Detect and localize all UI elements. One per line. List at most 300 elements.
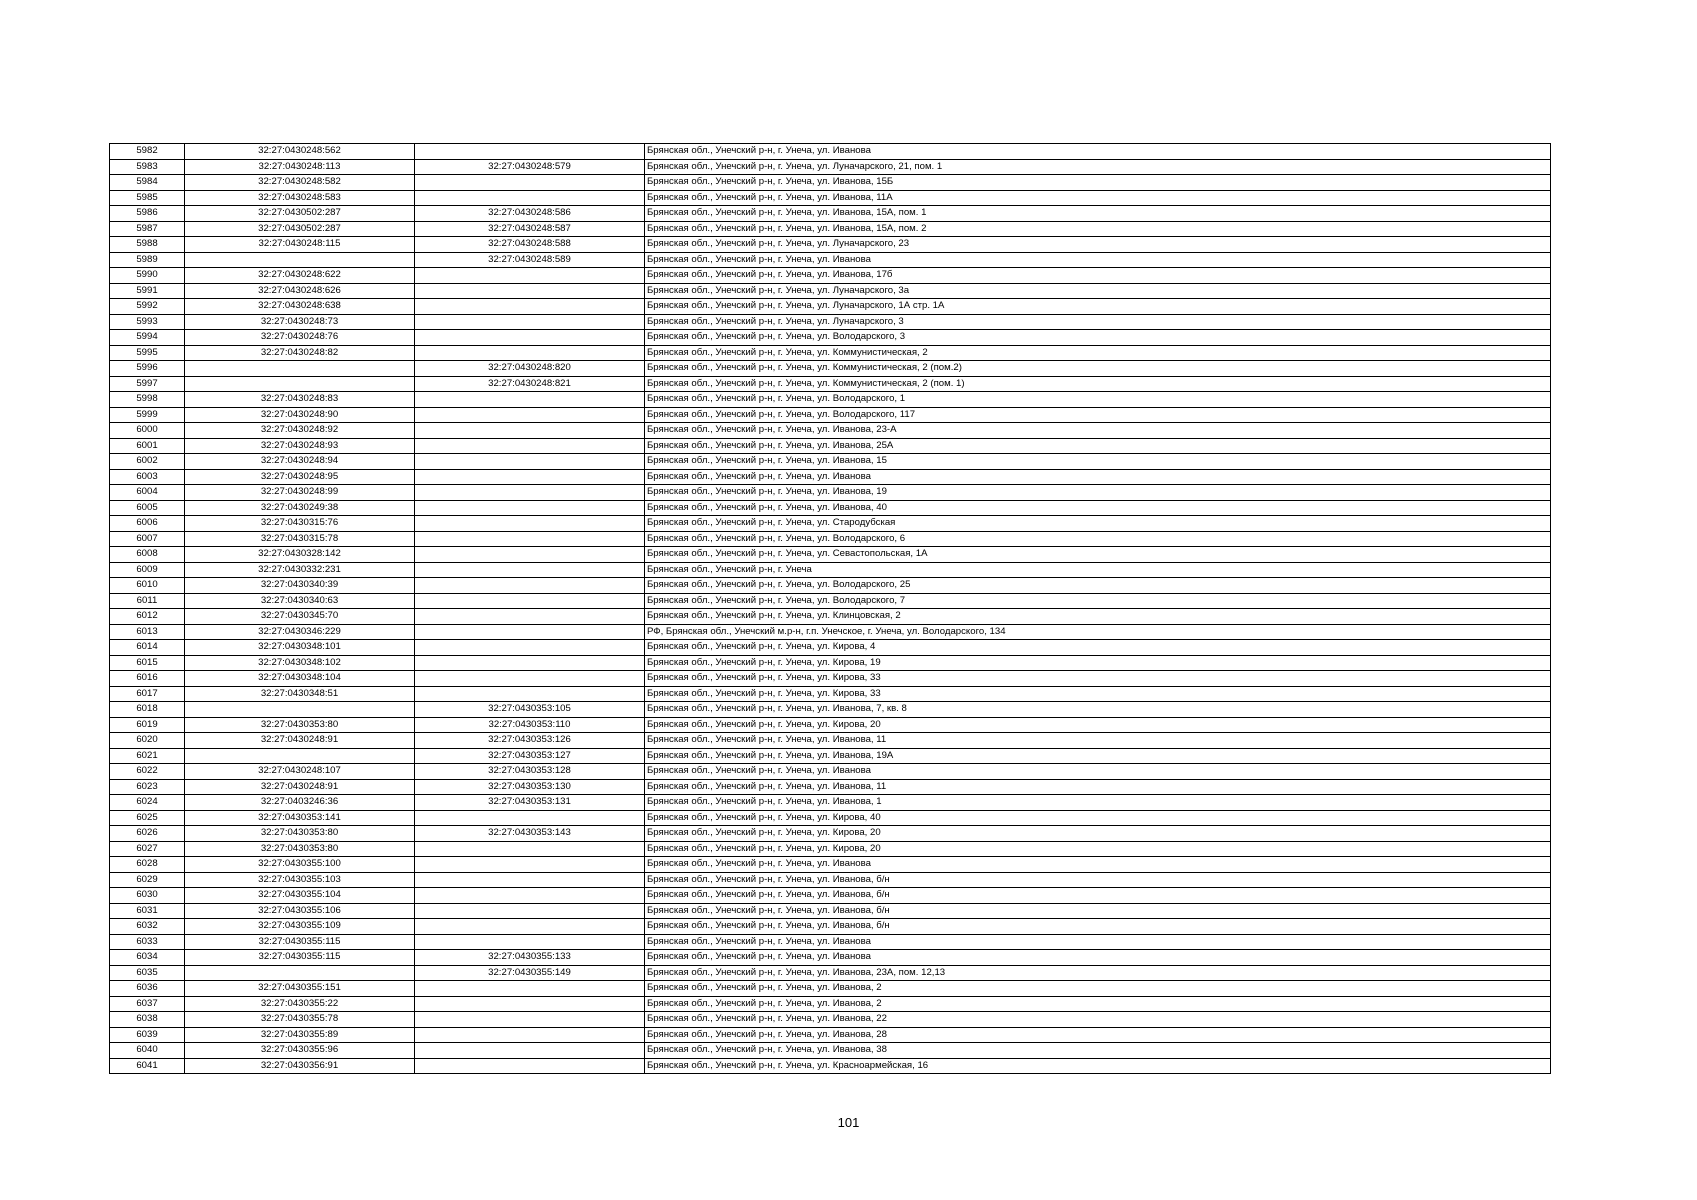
cadastral-number-cell: 32:27:0430248:83 [185,392,415,408]
related-cadastral-number-cell: 32:27:0430353:131 [415,795,645,811]
cadastral-number-cell: 32:27:0430248:115 [185,237,415,253]
address-cell: Брянская обл., Унечский р-н, г. Унеча, ул. Иванова, 15А, пом. 2 [645,221,1551,237]
row-number-cell: 6006 [110,516,185,532]
address-cell: Брянская обл., Унечский р-н, г. Унеча, ул. Володарского, 1 [645,392,1551,408]
row-number-cell: 6002 [110,454,185,470]
row-number-cell: 6010 [110,578,185,594]
cadastral-number-cell: 32:27:0430248:90 [185,407,415,423]
table-row [110,578,1551,594]
cadastral-number-cell: 32:27:0430355:109 [185,919,415,935]
table-row [110,702,1551,718]
row-number-cell: 6040 [110,1043,185,1059]
table-row [110,190,1551,206]
row-number-cell: 5988 [110,237,185,253]
cadastral-number-cell: 32:27:0430348:51 [185,686,415,702]
address-cell: Брянская обл., Унечский р-н, г. Унеча, ул. Кирова, 19 [645,655,1551,671]
address-cell: Брянская обл., Унечский р-н, г. Унеча, ул. Стародубская [645,516,1551,532]
cadastral-number-cell: 32:27:0430340:39 [185,578,415,594]
address-cell: Брянская обл., Унечский р-н, г. Унеча, ул. Иванова, 40 [645,500,1551,516]
cadastral-number-cell: 32:27:0430248:93 [185,438,415,454]
cadastral-number-cell: 32:27:0430355:115 [185,934,415,950]
cadastral-number-cell [185,702,415,718]
table-row [110,841,1551,857]
related-cadastral-number-cell [415,857,645,873]
address-cell: Брянская обл., Унечский р-н, г. Унеча, ул. Володарского, 3 [645,330,1551,346]
row-number-cell: 6018 [110,702,185,718]
table-row [110,717,1551,733]
row-number-cell: 6005 [110,500,185,516]
row-number-cell: 6032 [110,919,185,935]
row-number-cell: 6015 [110,655,185,671]
address-cell: Брянская обл., Унечский р-н, г. Унеча, ул. Иванова, 28 [645,1027,1551,1043]
cadastral-number-cell [185,965,415,981]
address-cell: Брянская обл., Унечский р-н, г. Унеча, ул. Иванова [645,764,1551,780]
related-cadastral-number-cell [415,888,645,904]
related-cadastral-number-cell [415,655,645,671]
table-row [110,454,1551,470]
row-number-cell: 6013 [110,624,185,640]
row-number-cell: 6025 [110,810,185,826]
cadastral-number-cell: 32:27:0430355:115 [185,950,415,966]
related-cadastral-number-cell [415,314,645,330]
related-cadastral-number-cell: 32:27:0430248:821 [415,376,645,392]
address-cell: РФ, Брянская обл., Унечский м.р-н, г.п. Унечское, г. Унеча, ул. Володарского, 134 [645,624,1551,640]
page-number: 101 [837,1115,860,1130]
cadastral-number-cell: 32:27:0430353:80 [185,717,415,733]
address-cell: Брянская обл., Унечский р-н, г. Унеча, ул. Иванова, 23А, пом. 12,13 [645,965,1551,981]
related-cadastral-number-cell [415,454,645,470]
related-cadastral-number-cell: 32:27:0430353:130 [415,779,645,795]
address-cell: Брянская обл., Унечский р-н, г. Унеча, ул. Иванова, 7, кв. 8 [645,702,1551,718]
address-cell: Брянская обл., Унечский р-н, г. Унеча, ул. Луначарского, 3а [645,283,1551,299]
related-cadastral-number-cell: 32:27:0430355:149 [415,965,645,981]
table-row [110,1058,1551,1074]
table-row [110,407,1551,423]
related-cadastral-number-cell [415,283,645,299]
address-cell: Брянская обл., Унечский р-н, г. Унеча, ул. Иванова [645,252,1551,268]
row-number-cell: 5997 [110,376,185,392]
cadastral-number-cell: 32:27:0430353:80 [185,826,415,842]
cadastral-number-cell: 32:27:0430332:231 [185,562,415,578]
table-row [110,981,1551,997]
table-row [110,283,1551,299]
cadastral-number-cell: 32:27:0430355:106 [185,903,415,919]
row-number-cell: 5982 [110,144,185,160]
row-number-cell: 5999 [110,407,185,423]
related-cadastral-number-cell [415,1058,645,1074]
cadastral-number-cell: 32:27:0430248:99 [185,485,415,501]
address-cell: Брянская обл., Унечский р-н, г. Унеча, ул. Иванова [645,144,1551,160]
address-cell: Брянская обл., Унечский р-н, г. Унеча, ул. Кирова, 20 [645,826,1551,842]
related-cadastral-number-cell: 32:27:0430248:820 [415,361,645,377]
related-cadastral-number-cell: 32:27:0430353:143 [415,826,645,842]
cadastral-number-cell: 32:27:0430346:229 [185,624,415,640]
related-cadastral-number-cell: 32:27:0430248:588 [415,237,645,253]
related-cadastral-number-cell: 32:27:0430353:126 [415,733,645,749]
related-cadastral-number-cell [415,1043,645,1059]
related-cadastral-number-cell [415,981,645,997]
address-cell: Брянская обл., Унечский р-н, г. Унеча, ул. Иванова, 11 [645,779,1551,795]
row-number-cell: 6012 [110,609,185,625]
table-row [110,934,1551,950]
cadastral-number-cell: 32:27:0430348:104 [185,671,415,687]
table-row [110,299,1551,315]
address-cell: Брянская обл., Унечский р-н, г. Унеча, ул. Иванова, 25А [645,438,1551,454]
cadastral-number-cell: 32:27:0430355:78 [185,1012,415,1028]
related-cadastral-number-cell [415,485,645,501]
registry-table [109,143,1551,1074]
row-number-cell: 5996 [110,361,185,377]
related-cadastral-number-cell: 32:27:0430248:579 [415,159,645,175]
cadastral-number-cell: 32:27:0430248:582 [185,175,415,191]
related-cadastral-number-cell [415,190,645,206]
cadastral-number-cell: 32:27:0430345:70 [185,609,415,625]
cadastral-number-cell: 32:27:0430356:91 [185,1058,415,1074]
table-row [110,779,1551,795]
related-cadastral-number-cell [415,392,645,408]
row-number-cell: 6019 [110,717,185,733]
related-cadastral-number-cell [415,547,645,563]
row-number-cell: 6034 [110,950,185,966]
address-cell: Брянская обл., Унечский р-н, г. Унеча, ул. Иванова, 2 [645,996,1551,1012]
address-cell: Брянская обл., Унечский р-н, г. Унеча, ул. Иванова, 2 [645,981,1551,997]
row-number-cell: 6036 [110,981,185,997]
cadastral-number-cell: 32:27:0430353:80 [185,841,415,857]
address-cell: Брянская обл., Унечский р-н, г. Унеча, ул. Севастопольская, 1А [645,547,1551,563]
address-cell: Брянская обл., Унечский р-н, г. Унеча [645,562,1551,578]
table-row [110,671,1551,687]
table-row [110,624,1551,640]
row-number-cell: 5992 [110,299,185,315]
row-number-cell: 6016 [110,671,185,687]
row-number-cell: 5991 [110,283,185,299]
table-row [110,438,1551,454]
row-number-cell: 6027 [110,841,185,857]
table-row [110,516,1551,532]
row-number-cell: 6023 [110,779,185,795]
address-cell: Брянская обл., Унечский р-н, г. Унеча, ул. Кирова, 20 [645,841,1551,857]
related-cadastral-number-cell [415,175,645,191]
table-row [110,500,1551,516]
table-row [110,268,1551,284]
cadastral-number-cell: 32:27:0430248:95 [185,469,415,485]
related-cadastral-number-cell [415,500,645,516]
table-row [110,531,1551,547]
row-number-cell: 6033 [110,934,185,950]
related-cadastral-number-cell: 32:27:0430248:586 [415,206,645,222]
cadastral-number-cell [185,376,415,392]
related-cadastral-number-cell: 32:27:0430353:127 [415,748,645,764]
table-row [110,764,1551,780]
table-row [110,221,1551,237]
cadastral-number-cell: 32:27:0430355:96 [185,1043,415,1059]
related-cadastral-number-cell [415,624,645,640]
table-row [110,1043,1551,1059]
table-row [110,1012,1551,1028]
table-row [110,314,1551,330]
table-row [110,950,1551,966]
cadastral-number-cell: 32:27:0430355:151 [185,981,415,997]
row-number-cell: 6039 [110,1027,185,1043]
table-row [110,237,1551,253]
address-cell: Брянская обл., Унечский р-н, г. Унеча, ул. Володарского, 7 [645,593,1551,609]
row-number-cell: 5994 [110,330,185,346]
table-row [110,919,1551,935]
row-number-cell: 6037 [110,996,185,1012]
registry-table-body [110,144,1551,1074]
related-cadastral-number-cell [415,562,645,578]
row-number-cell: 6011 [110,593,185,609]
related-cadastral-number-cell [415,345,645,361]
address-cell: Брянская обл., Унечский р-н, г. Унеча, ул. Иванова, б/н [645,903,1551,919]
address-cell: Брянская обл., Унечский р-н, г. Унеча, ул. Кирова, 20 [645,717,1551,733]
address-cell: Брянская обл., Унечский р-н, г. Унеча, ул. Иванова, 15А, пом. 1 [645,206,1551,222]
cadastral-number-cell [185,361,415,377]
cadastral-number-cell: 32:27:0430248:76 [185,330,415,346]
address-cell: Брянская обл., Унечский р-н, г. Унеча, ул. Кирова, 40 [645,810,1551,826]
table-row [110,872,1551,888]
table-row [110,733,1551,749]
related-cadastral-number-cell [415,671,645,687]
row-number-cell: 6007 [110,531,185,547]
address-cell: Брянская обл., Унечский р-н, г. Унеча, ул. Володарского, 117 [645,407,1551,423]
table-row [110,826,1551,842]
cadastral-number-cell: 32:27:0430248:562 [185,144,415,160]
related-cadastral-number-cell [415,1012,645,1028]
row-number-cell: 6017 [110,686,185,702]
cadastral-number-cell: 32:27:0430348:101 [185,640,415,656]
related-cadastral-number-cell [415,299,645,315]
cadastral-number-cell: 32:27:0403246:36 [185,795,415,811]
address-cell: Брянская обл., Унечский р-н, г. Унеча, ул. Луначарского, 3 [645,314,1551,330]
address-cell: Брянская обл., Унечский р-н, г. Унеча, ул. Иванова, 22 [645,1012,1551,1028]
address-cell: Брянская обл., Унечский р-н, г. Унеча, ул. Кирова, 4 [645,640,1551,656]
row-number-cell: 6020 [110,733,185,749]
row-number-cell: 6022 [110,764,185,780]
related-cadastral-number-cell [415,423,645,439]
address-cell: Брянская обл., Унечский р-н, г. Унеча, ул. Клинцовская, 2 [645,609,1551,625]
related-cadastral-number-cell [415,609,645,625]
cadastral-number-cell: 32:27:0430355:22 [185,996,415,1012]
related-cadastral-number-cell [415,640,645,656]
related-cadastral-number-cell: 32:27:0430248:587 [415,221,645,237]
address-cell: Брянская обл., Унечский р-н, г. Унеча, ул. Иванова, 19 [645,485,1551,501]
table-row [110,888,1551,904]
table-row [110,996,1551,1012]
cadastral-number-cell: 32:27:0430248:622 [185,268,415,284]
table-row [110,810,1551,826]
cadastral-number-cell: 32:27:0430348:102 [185,655,415,671]
row-number-cell: 6003 [110,469,185,485]
table-row [110,423,1551,439]
related-cadastral-number-cell [415,872,645,888]
address-cell: Брянская обл., Унечский р-н, г. Унеча, ул. Иванова, 11 [645,733,1551,749]
address-cell: Брянская обл., Унечский р-н, г. Унеча, ул. Коммунистическая, 2 (пом. 1) [645,376,1551,392]
row-number-cell: 6035 [110,965,185,981]
related-cadastral-number-cell [415,516,645,532]
cadastral-number-cell: 32:27:0430248:82 [185,345,415,361]
related-cadastral-number-cell [415,996,645,1012]
related-cadastral-number-cell: 32:27:0430353:105 [415,702,645,718]
related-cadastral-number-cell [415,330,645,346]
table-row [110,593,1551,609]
table-row [110,640,1551,656]
table-row [110,686,1551,702]
address-cell: Брянская обл., Унечский р-н, г. Унеча, ул. Володарского, 6 [645,531,1551,547]
cadastral-number-cell: 32:27:0430248:626 [185,283,415,299]
row-number-cell: 5986 [110,206,185,222]
table-row [110,144,1551,160]
address-cell: Брянская обл., Унечский р-н, г. Унеча, ул. Кирова, 33 [645,671,1551,687]
row-number-cell: 6008 [110,547,185,563]
related-cadastral-number-cell [415,810,645,826]
cadastral-number-cell: 32:27:0430353:141 [185,810,415,826]
row-number-cell: 6029 [110,872,185,888]
cadastral-number-cell [185,252,415,268]
cadastral-number-cell: 32:27:0430248:107 [185,764,415,780]
row-number-cell: 6038 [110,1012,185,1028]
cadastral-number-cell: 32:27:0430248:583 [185,190,415,206]
row-number-cell: 6000 [110,423,185,439]
row-number-cell: 5998 [110,392,185,408]
cadastral-number-cell: 32:27:0430315:78 [185,531,415,547]
address-cell: Брянская обл., Унечский р-н, г. Унеча, ул. Иванова, 17б [645,268,1551,284]
table-row [110,345,1551,361]
related-cadastral-number-cell [415,578,645,594]
row-number-cell: 6021 [110,748,185,764]
related-cadastral-number-cell: 32:27:0430353:128 [415,764,645,780]
related-cadastral-number-cell [415,438,645,454]
cadastral-number-cell: 32:27:0430248:638 [185,299,415,315]
table-row [110,376,1551,392]
address-cell: Брянская обл., Унечский р-н, г. Унеча, ул. Иванова [645,950,1551,966]
table-row [110,159,1551,175]
address-cell: Брянская обл., Унечский р-н, г. Унеча, ул. Луначарского, 23 [645,237,1551,253]
related-cadastral-number-cell [415,919,645,935]
related-cadastral-number-cell [415,469,645,485]
address-cell: Брянская обл., Унечский р-н, г. Унеча, ул. Красноармейская, 16 [645,1058,1551,1074]
table-row [110,175,1551,191]
row-number-cell: 6009 [110,562,185,578]
related-cadastral-number-cell [415,593,645,609]
table-row [110,330,1551,346]
related-cadastral-number-cell [415,531,645,547]
address-cell: Брянская обл., Унечский р-н, г. Унеча, ул. Иванова, 19А [645,748,1551,764]
row-number-cell: 5984 [110,175,185,191]
address-cell: Брянская обл., Унечский р-н, г. Унеча, ул. Иванова [645,469,1551,485]
related-cadastral-number-cell [415,144,645,160]
address-cell: Брянская обл., Унечский р-н, г. Унеча, ул. Иванова, 15Б [645,175,1551,191]
related-cadastral-number-cell [415,686,645,702]
table-row [110,469,1551,485]
cadastral-number-cell: 32:27:0430248:94 [185,454,415,470]
cadastral-number-cell: 32:27:0430248:113 [185,159,415,175]
table-row [110,857,1551,873]
related-cadastral-number-cell: 32:27:0430248:589 [415,252,645,268]
table-row [110,361,1551,377]
address-cell: Брянская обл., Унечский р-н, г. Унеча, ул. Иванова, 15 [645,454,1551,470]
address-cell: Брянская обл., Унечский р-н, г. Унеча, ул. Кирова, 33 [645,686,1551,702]
cadastral-number-cell: 32:27:0430248:92 [185,423,415,439]
table-row [110,562,1551,578]
row-number-cell: 6014 [110,640,185,656]
cadastral-number-cell: 32:27:0430355:89 [185,1027,415,1043]
row-number-cell: 5987 [110,221,185,237]
table-row [110,748,1551,764]
row-number-cell: 5983 [110,159,185,175]
row-number-cell: 6024 [110,795,185,811]
cadastral-number-cell: 32:27:0430248:73 [185,314,415,330]
related-cadastral-number-cell [415,268,645,284]
table-row [110,547,1551,563]
cadastral-number-cell [185,748,415,764]
address-cell: Брянская обл., Унечский р-н, г. Унеча, ул. Иванова, 38 [645,1043,1551,1059]
table-row [110,795,1551,811]
address-cell: Брянская обл., Унечский р-н, г. Унеча, ул. Иванова [645,857,1551,873]
table-row [110,903,1551,919]
cadastral-number-cell: 32:27:0430249:38 [185,500,415,516]
table-row [110,485,1551,501]
cadastral-number-cell: 32:27:0430502:287 [185,221,415,237]
address-cell: Брянская обл., Унечский р-н, г. Унеча, ул. Иванова, 11А [645,190,1551,206]
cadastral-number-cell: 32:27:0430248:91 [185,779,415,795]
related-cadastral-number-cell [415,903,645,919]
row-number-cell: 5989 [110,252,185,268]
row-number-cell: 5985 [110,190,185,206]
row-number-cell: 6030 [110,888,185,904]
row-number-cell: 6041 [110,1058,185,1074]
row-number-cell: 5990 [110,268,185,284]
row-number-cell: 5995 [110,345,185,361]
address-cell: Брянская обл., Унечский р-н, г. Унеча, ул. Иванова, б/н [645,872,1551,888]
cadastral-number-cell: 32:27:0430248:91 [185,733,415,749]
address-cell: Брянская обл., Унечский р-н, г. Унеча, ул. Луначарского, 1А стр. 1А [645,299,1551,315]
cadastral-number-cell: 32:27:0430355:103 [185,872,415,888]
cadastral-number-cell: 32:27:0430328:142 [185,547,415,563]
cadastral-number-cell: 32:27:0430355:100 [185,857,415,873]
address-cell: Брянская обл., Унечский р-н, г. Унеча, ул. Коммунистическая, 2 [645,345,1551,361]
cadastral-number-cell: 32:27:0430502:287 [185,206,415,222]
row-number-cell: 6031 [110,903,185,919]
cadastral-number-cell: 32:27:0430315:76 [185,516,415,532]
address-cell: Брянская обл., Унечский р-н, г. Унеча, ул. Иванова, 1 [645,795,1551,811]
address-cell: Брянская обл., Унечский р-н, г. Унеча, ул. Иванова, б/н [645,888,1551,904]
address-cell: Брянская обл., Унечский р-н, г. Унеча, ул. Коммунистическая, 2 (пом.2) [645,361,1551,377]
related-cadastral-number-cell [415,934,645,950]
table-row [110,252,1551,268]
address-cell: Брянская обл., Унечский р-н, г. Унеча, ул. Иванова, 23-А [645,423,1551,439]
related-cadastral-number-cell [415,841,645,857]
cadastral-number-cell: 32:27:0430355:104 [185,888,415,904]
cadastral-number-cell: 32:27:0430340:63 [185,593,415,609]
table-row [110,655,1551,671]
address-cell: Брянская обл., Унечский р-н, г. Унеча, ул. Луначарского, 21, пом. 1 [645,159,1551,175]
address-cell: Брянская обл., Унечский р-н, г. Унеча, ул. Иванова [645,934,1551,950]
table-row [110,206,1551,222]
row-number-cell: 6028 [110,857,185,873]
table-row [110,609,1551,625]
related-cadastral-number-cell [415,407,645,423]
related-cadastral-number-cell [415,1027,645,1043]
row-number-cell: 5993 [110,314,185,330]
row-number-cell: 6026 [110,826,185,842]
related-cadastral-number-cell: 32:27:0430355:133 [415,950,645,966]
address-cell: Брянская обл., Унечский р-н, г. Унеча, ул. Володарского, 25 [645,578,1551,594]
related-cadastral-number-cell: 32:27:0430353:110 [415,717,645,733]
table-row [110,392,1551,408]
row-number-cell: 6004 [110,485,185,501]
address-cell: Брянская обл., Унечский р-н, г. Унеча, ул. Иванова, б/н [645,919,1551,935]
